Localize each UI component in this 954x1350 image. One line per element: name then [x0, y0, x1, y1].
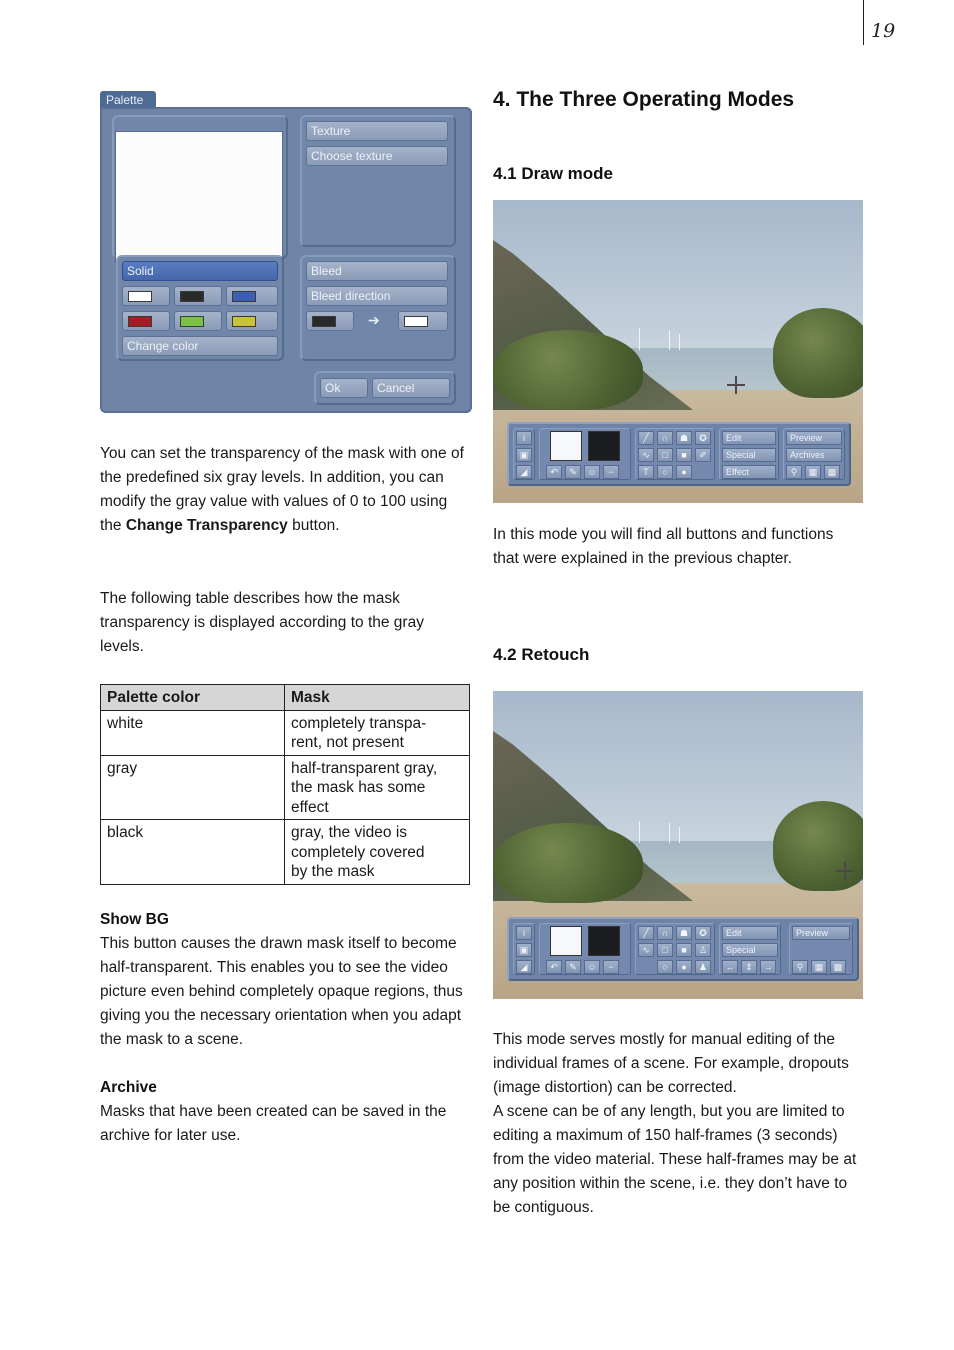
transparency-paragraph	[100, 442, 472, 538]
crosshair-cursor-icon	[727, 376, 745, 394]
wave-icon[interactable]: ∿	[638, 943, 654, 957]
wave-icon[interactable]: ∿	[638, 448, 654, 462]
archive-heading: Archive	[100, 1079, 157, 1096]
palette-tab[interactable]: Palette	[100, 91, 156, 109]
rectangle-icon[interactable]: □	[657, 448, 673, 462]
draw-toolbar	[507, 422, 851, 486]
edit-button[interactable]: Edit	[722, 926, 778, 940]
fill-icon[interactable]: ✐	[695, 448, 711, 462]
mode-buttons-group	[719, 428, 779, 480]
bleed-button[interactable]: Bleed	[306, 261, 448, 281]
arrow-right-icon: ➔	[368, 312, 380, 328]
white-swatch-color	[128, 291, 152, 302]
archives-button[interactable]: Archives	[786, 448, 842, 462]
filled-rectangle-icon[interactable]: ■	[676, 943, 692, 957]
black-swatch-color	[180, 291, 204, 302]
draw-mode-screenshot	[493, 200, 863, 503]
table-cell-mask: gray, the video is completely covered by the mask	[285, 820, 470, 885]
grid-icon[interactable]: ▦	[811, 960, 827, 974]
arch-icon[interactable]: ☗	[676, 926, 692, 940]
sailboat	[679, 334, 680, 350]
change-color-button[interactable]: Change color	[122, 336, 278, 356]
zoom-icon[interactable]: ⚲	[792, 960, 808, 974]
table-row	[101, 710, 470, 755]
swatch-red[interactable]	[122, 311, 170, 331]
green-swatch-color	[180, 316, 204, 327]
table-cell-palette-color: gray	[101, 755, 285, 820]
circle-icon[interactable]: ○	[657, 465, 673, 479]
color-tools-group	[539, 923, 631, 975]
archive-paragraph: Masks that have been created can be saved in the archive for later use.	[100, 1103, 447, 1144]
solid-button[interactable]: Solid	[122, 261, 278, 281]
retouch-heading: 4.2 Retouch	[493, 645, 590, 664]
swatch-black[interactable]	[174, 286, 222, 306]
image-icon[interactable]: ▩	[824, 465, 840, 479]
swatch-yellow[interactable]	[226, 311, 278, 331]
texture-group	[300, 115, 456, 247]
main-heading: 4. The Three Operating Modes	[493, 88, 795, 111]
pipette-icon[interactable]: ◢	[516, 960, 532, 974]
change-transparency-term: Change Transparency	[125, 517, 288, 534]
undo-icon[interactable]: ↶	[546, 465, 562, 479]
sailboat	[679, 827, 680, 843]
zoom-icon[interactable]: ⚲	[786, 465, 802, 479]
show-bg-heading: Show BG	[100, 911, 169, 928]
table-cell-palette-color: black	[101, 820, 285, 885]
scene-bush-left	[493, 823, 643, 903]
mask-icon[interactable]: ☺	[584, 465, 600, 479]
table-header-row	[101, 685, 470, 711]
color-tools-group	[539, 428, 631, 480]
bleed-direction-button[interactable]: Bleed direction	[306, 286, 448, 306]
table-header-mask: Mask	[285, 685, 470, 711]
pipette-icon[interactable]: ◢	[516, 465, 532, 479]
transparency-text-prefix: You can set the transparency of the mask with one of the predefined six gray levels. In addition, you can modify the gray value with values of 0 to 100 using the	[100, 445, 464, 534]
rectangle-icon[interactable]: □	[657, 943, 673, 957]
draw-mode-heading: 4.1 Draw mode	[493, 164, 613, 183]
filled-circle-icon[interactable]: ●	[676, 960, 692, 974]
curve-icon[interactable]: ∩	[657, 431, 673, 445]
transparency-text-suffix: button.	[287, 517, 340, 534]
retouch-screenshot	[493, 691, 863, 999]
scene-bush-right	[773, 308, 863, 398]
swatch-blue[interactable]	[226, 286, 278, 306]
frame-icon[interactable]: ▣	[516, 448, 532, 462]
header-rule	[863, 0, 864, 45]
ok-cancel-group	[314, 371, 456, 405]
draw-mode-paragraph: In this mode you will find all buttons and functions that were explained in the previous chapter.	[493, 526, 834, 567]
arrow-right-icon[interactable]: →	[760, 960, 776, 974]
curve-icon[interactable]: ∩	[657, 926, 673, 940]
brush-icon[interactable]: ✎	[565, 465, 581, 479]
scene-bush-left	[493, 330, 643, 410]
effect-button[interactable]: Effect	[722, 465, 776, 479]
sailboat	[669, 823, 670, 843]
info-tools-group	[513, 428, 535, 480]
filled-circle-icon[interactable]: ●	[676, 465, 692, 479]
sailboat	[639, 328, 640, 350]
line-icon[interactable]: ╱	[638, 926, 654, 940]
table-cell-mask: half-transparent gray, the mask has some effect	[285, 755, 470, 820]
preview-buttons-group	[783, 428, 845, 480]
bleed-from-color	[312, 316, 336, 327]
preview-button[interactable]: Preview	[786, 431, 842, 445]
table-cell-palette-color: white	[101, 710, 285, 755]
blue-swatch-color	[232, 291, 256, 302]
red-swatch-color	[128, 316, 152, 327]
bleed-group	[300, 255, 456, 361]
foreground-color[interactable]	[550, 431, 582, 461]
choose-texture-button[interactable]: Choose texture	[306, 146, 448, 166]
text-tool-icon[interactable]: T	[638, 465, 654, 479]
mask-icon[interactable]: ☺	[584, 960, 600, 974]
preview-buttons-group	[789, 923, 853, 975]
yellow-swatch-color	[232, 316, 256, 327]
mask-transparency-table	[100, 684, 470, 885]
portrait-icon[interactable]: ♟	[695, 960, 711, 974]
preview-button[interactable]: Preview	[792, 926, 850, 940]
show-bg-paragraph: This button causes the drawn mask itself to become half-transparent. This enables you to see the video picture even behind completely opaque regions, thus giving you the necessary orientation when you adapt the mask to a scene.	[100, 935, 463, 1048]
circle-icon[interactable]: ○	[657, 960, 673, 974]
swatch-white[interactable]	[122, 286, 170, 306]
solid-group	[116, 255, 284, 361]
minus-icon[interactable]: −	[603, 960, 619, 974]
palette-dialog	[100, 91, 472, 413]
table-cell-mask: completely transpa- rent, not present	[285, 710, 470, 755]
crosshair-cursor-icon	[836, 862, 854, 880]
stamp-icon[interactable]: ✪	[695, 926, 711, 940]
shape-tools-group	[635, 428, 715, 480]
cancel-button[interactable]: Cancel	[372, 378, 450, 398]
bleed-from-swatch[interactable]	[306, 311, 354, 331]
undo-icon[interactable]: ↶	[546, 960, 562, 974]
edit-button[interactable]: Edit	[722, 431, 776, 445]
mode-buttons-group	[719, 923, 781, 975]
shape-tools-group	[635, 923, 715, 975]
arch-icon[interactable]: ☗	[676, 431, 692, 445]
sailboat	[639, 821, 640, 843]
line-icon[interactable]: ╱	[638, 431, 654, 445]
person-icon[interactable]: ♙	[695, 943, 711, 957]
minus-icon[interactable]: −	[603, 465, 619, 479]
ok-button[interactable]: Ok	[320, 378, 368, 398]
info-icon[interactable]: i	[516, 926, 532, 940]
stamp-icon[interactable]: ✪	[695, 431, 711, 445]
palette-body	[100, 107, 472, 413]
background-color[interactable]	[588, 431, 620, 461]
table-header-palette-color: Palette color	[101, 685, 285, 711]
special-button[interactable]: Special	[722, 943, 778, 957]
retouch-paragraph: This mode serves mostly for manual editing of the individual frames of a scene. For example, dropouts (image distortion) can be corrected. A scene can be of any length, but you are limited to editing a maximum of 150 half-frames (3 seconds) from the video material. These half-frames may be at any position within the scene, i.e. they don’t have to be contiguous.	[493, 1031, 857, 1216]
sailboat	[669, 330, 670, 350]
arrow-left-icon[interactable]: ←	[722, 960, 738, 974]
brush-icon[interactable]: ✎	[565, 960, 581, 974]
info-tools-group	[513, 923, 535, 975]
image-icon[interactable]: ▩	[830, 960, 846, 974]
page-number: 19	[871, 20, 896, 42]
background-color[interactable]	[588, 926, 620, 956]
frame-marker-icon[interactable]: ⇕	[741, 960, 757, 974]
retouch-toolbar	[507, 917, 859, 981]
frame-icon[interactable]: ▣	[516, 943, 532, 957]
table-row	[101, 755, 470, 820]
table-intro-paragraph: The following table describes how the mask transparency is displayed according to the gray levels.	[100, 590, 424, 655]
info-icon[interactable]: i	[516, 431, 532, 445]
bleed-to-color	[404, 316, 428, 327]
swatch-green[interactable]	[174, 311, 222, 331]
color-preview	[115, 131, 283, 263]
grid-icon[interactable]: ▦	[805, 465, 821, 479]
filled-rectangle-icon[interactable]: ■	[676, 448, 692, 462]
bleed-to-swatch[interactable]	[398, 311, 448, 331]
table-row	[101, 820, 470, 885]
foreground-color[interactable]	[550, 926, 582, 956]
special-button[interactable]: Special	[722, 448, 776, 462]
texture-button[interactable]: Texture	[306, 121, 448, 141]
